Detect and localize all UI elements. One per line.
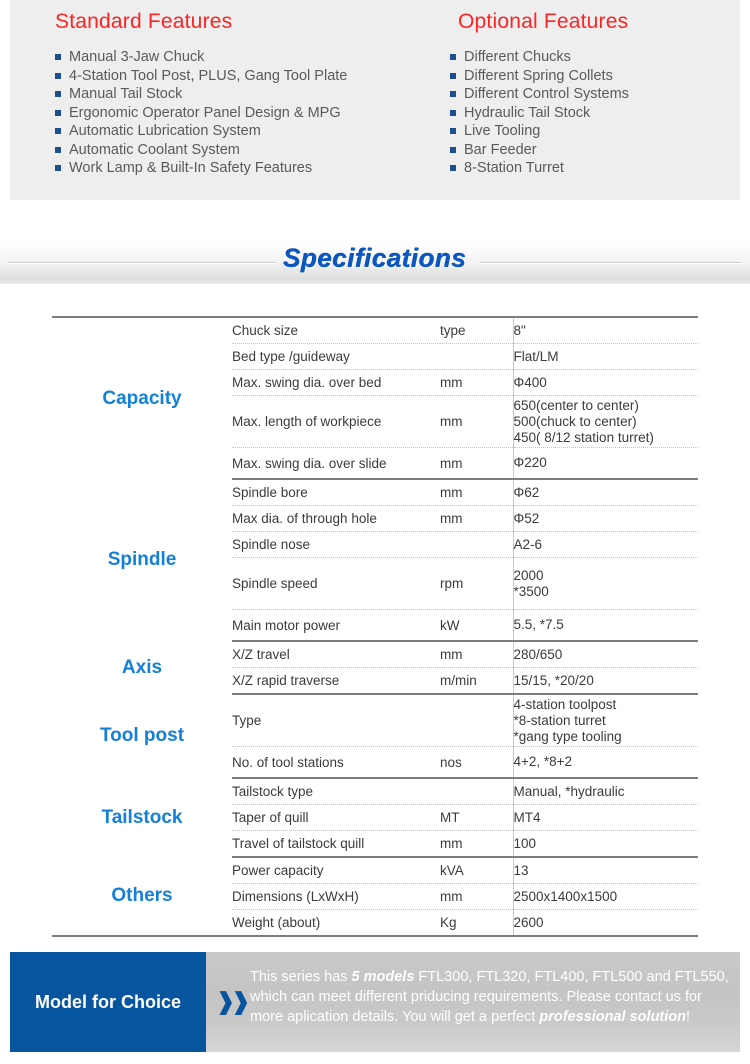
row-item: Dimensions (LxWxH): [232, 884, 440, 910]
row-item: No. of tool stations: [232, 747, 440, 779]
list-item-label: Manual Tail Stock: [69, 86, 183, 102]
double-chevron-right-icon: ❱❱: [216, 988, 247, 1014]
list-item: [55, 85, 455, 104]
page-title: Specifications: [283, 243, 467, 273]
group-label-others: Others: [111, 885, 173, 906]
row-item: Main motor power: [232, 610, 440, 642]
square-bullet-icon: [55, 91, 61, 97]
row-item: Spindle bore: [232, 479, 440, 506]
model-description: This series has 5 models FTL300, FTL320, FTL400, FTL500 and FTL550, which can meet different priducing requirements. Please contact us for more aplication details. You will get a perfect professional solution!: [250, 969, 729, 1025]
list-item: [450, 159, 730, 178]
list-item: [450, 67, 730, 86]
row-value: 4-station toolpost *8-station turret *gang type tooling: [513, 694, 698, 747]
row-value: A2-6: [513, 532, 698, 558]
row-value: Manual, *hydraulic: [513, 778, 698, 805]
row-unit: Kg: [440, 915, 457, 930]
group-label-tailstock: Tailstock: [101, 806, 183, 828]
row-value: 13: [513, 857, 698, 884]
group-label-spindle: Spindle: [107, 549, 177, 570]
square-bullet-icon: [450, 165, 456, 171]
row-unit: mm: [440, 884, 513, 910]
row-item: Taper of quill: [232, 805, 440, 831]
model-for-choice-label-box: [10, 952, 206, 1052]
standard-features-title: Standard Features: [55, 10, 233, 33]
square-bullet-icon: [450, 147, 456, 153]
optional-features-list: [450, 48, 730, 178]
row-unit: mm: [440, 479, 513, 506]
row-unit: nos: [440, 747, 513, 779]
row-item: Bed type /guideway: [232, 344, 440, 370]
specifications-table: [52, 316, 698, 951]
row-value: 100: [513, 831, 698, 858]
row-unit: kW: [440, 610, 513, 642]
list-item-label: Different Chucks: [464, 49, 571, 65]
row-item: Spindle speed: [232, 558, 440, 610]
row-unit: type: [440, 317, 513, 344]
list-item-label: Different Spring Collets: [464, 67, 613, 84]
row-value: 650(center to center) 500(chuck to center) 450( 8/12 station turret): [513, 396, 698, 448]
row-item: Type: [232, 694, 440, 747]
row-value: 2500x1400x1500: [513, 884, 698, 910]
list-item-label: Different Control Systems: [464, 86, 629, 102]
row-value: Φ400: [513, 370, 698, 396]
square-bullet-icon: [55, 128, 61, 134]
list-item-label: Ergonomic Operator Panel Design & MPG: [69, 104, 341, 121]
list-item-label: Work Lamp & Built-In Safety Features: [69, 160, 313, 176]
model-for-choice-label: Model for Choice: [34, 992, 181, 1012]
list-item: [55, 104, 455, 123]
row-unit: [440, 778, 513, 805]
list-item: [55, 67, 455, 86]
list-item-label: Hydraulic Tail Stock: [464, 104, 591, 121]
row-unit: kVA: [440, 857, 513, 884]
list-item: [55, 48, 455, 67]
row-item: X/Z travel: [232, 641, 440, 668]
table-row: [52, 479, 698, 506]
row-unit: [440, 694, 513, 747]
square-bullet-icon: [450, 128, 456, 134]
table-row: [52, 641, 698, 668]
square-bullet-icon: [55, 54, 61, 60]
square-bullet-icon: [450, 91, 456, 97]
row-item: Weight (about): [232, 915, 321, 930]
square-bullet-icon: [450, 54, 456, 60]
row-unit: mm: [440, 448, 513, 480]
list-item-label: Bar Feeder: [464, 141, 537, 158]
row-item: Chuck size: [232, 317, 440, 344]
square-bullet-icon: [450, 73, 456, 79]
specifications-banner: [0, 240, 750, 284]
row-value: Flat/LM: [513, 344, 698, 370]
row-unit: mm: [440, 831, 513, 858]
row-unit: m/min: [440, 668, 513, 695]
model-for-choice-banner: [10, 952, 740, 1052]
row-value: 2000 *3500: [513, 558, 698, 610]
row-unit: MT: [440, 805, 513, 831]
standard-features-column: [55, 0, 455, 178]
list-item-label: Manual 3-Jaw Chuck: [69, 49, 205, 65]
row-unit: [440, 532, 513, 558]
list-item-label: 8-Station Turret: [464, 160, 564, 176]
row-item: Spindle nose: [232, 532, 440, 558]
row-value: 4+2, *8+2: [513, 747, 698, 779]
row-value: 8": [513, 317, 698, 344]
row-item: X/Z rapid traverse: [232, 668, 440, 695]
row-item: Travel of tailstock quill: [232, 831, 440, 858]
list-item: [450, 104, 730, 123]
row-item: Max. swing dia. over bed: [232, 370, 440, 396]
row-item: Tailstock type: [232, 778, 440, 805]
row-value: Φ62: [513, 479, 698, 506]
features-panel: [10, 0, 740, 200]
row-unit: mm: [440, 506, 513, 532]
row-item: Power capacity: [232, 857, 440, 884]
list-item: [450, 141, 730, 160]
square-bullet-icon: [450, 110, 456, 116]
group-label-axis: Axis: [121, 656, 163, 678]
list-item: [55, 159, 455, 178]
list-item: [55, 122, 455, 141]
square-bullet-icon: [55, 110, 61, 116]
square-bullet-icon: [55, 147, 61, 153]
row-unit: mm: [440, 641, 513, 668]
table-row: [52, 317, 698, 344]
row-item: Max. swing dia. over slide: [232, 448, 440, 480]
row-value: 280/650: [513, 641, 698, 668]
group-label-tool-post: Tool post: [99, 725, 185, 746]
row-value: MT4: [513, 805, 698, 831]
table-bottom-rule: [52, 936, 698, 951]
table-row: [52, 857, 698, 884]
table-row: [52, 694, 698, 747]
row-value: 5.5, *7.5: [513, 610, 698, 642]
row-unit: mm: [440, 396, 513, 448]
square-bullet-icon: [55, 73, 61, 79]
group-label-capacity: Capacity: [52, 317, 232, 479]
row-value: Φ220: [513, 448, 698, 480]
row-value: 15/15, *20/20: [513, 668, 698, 695]
list-item: [55, 141, 455, 160]
list-item-label: 4-Station Tool Post, PLUS, Gang Tool Plate: [69, 67, 348, 84]
list-item-label: Live Tooling: [464, 123, 541, 139]
list-item-label: Automatic Lubrication System: [69, 123, 261, 139]
row-unit: mm: [440, 370, 513, 396]
row-unit: rpm: [440, 558, 513, 610]
row-item: Max. length of workpiece: [232, 396, 440, 448]
square-bullet-icon: [55, 165, 61, 171]
standard-features-list: [55, 48, 455, 178]
optional-features-column: [450, 0, 730, 178]
row-unit: [440, 344, 513, 370]
row-value: Φ52: [513, 506, 698, 532]
list-item: [450, 85, 730, 104]
list-item: [450, 48, 730, 67]
row-item: Max dia. of through hole: [232, 506, 440, 532]
table-row: [52, 778, 698, 805]
list-item-label: Automatic Coolant System: [69, 141, 240, 158]
row-value: 2600: [513, 910, 698, 937]
optional-features-title: Optional Features: [458, 10, 629, 33]
list-item: [450, 122, 730, 141]
